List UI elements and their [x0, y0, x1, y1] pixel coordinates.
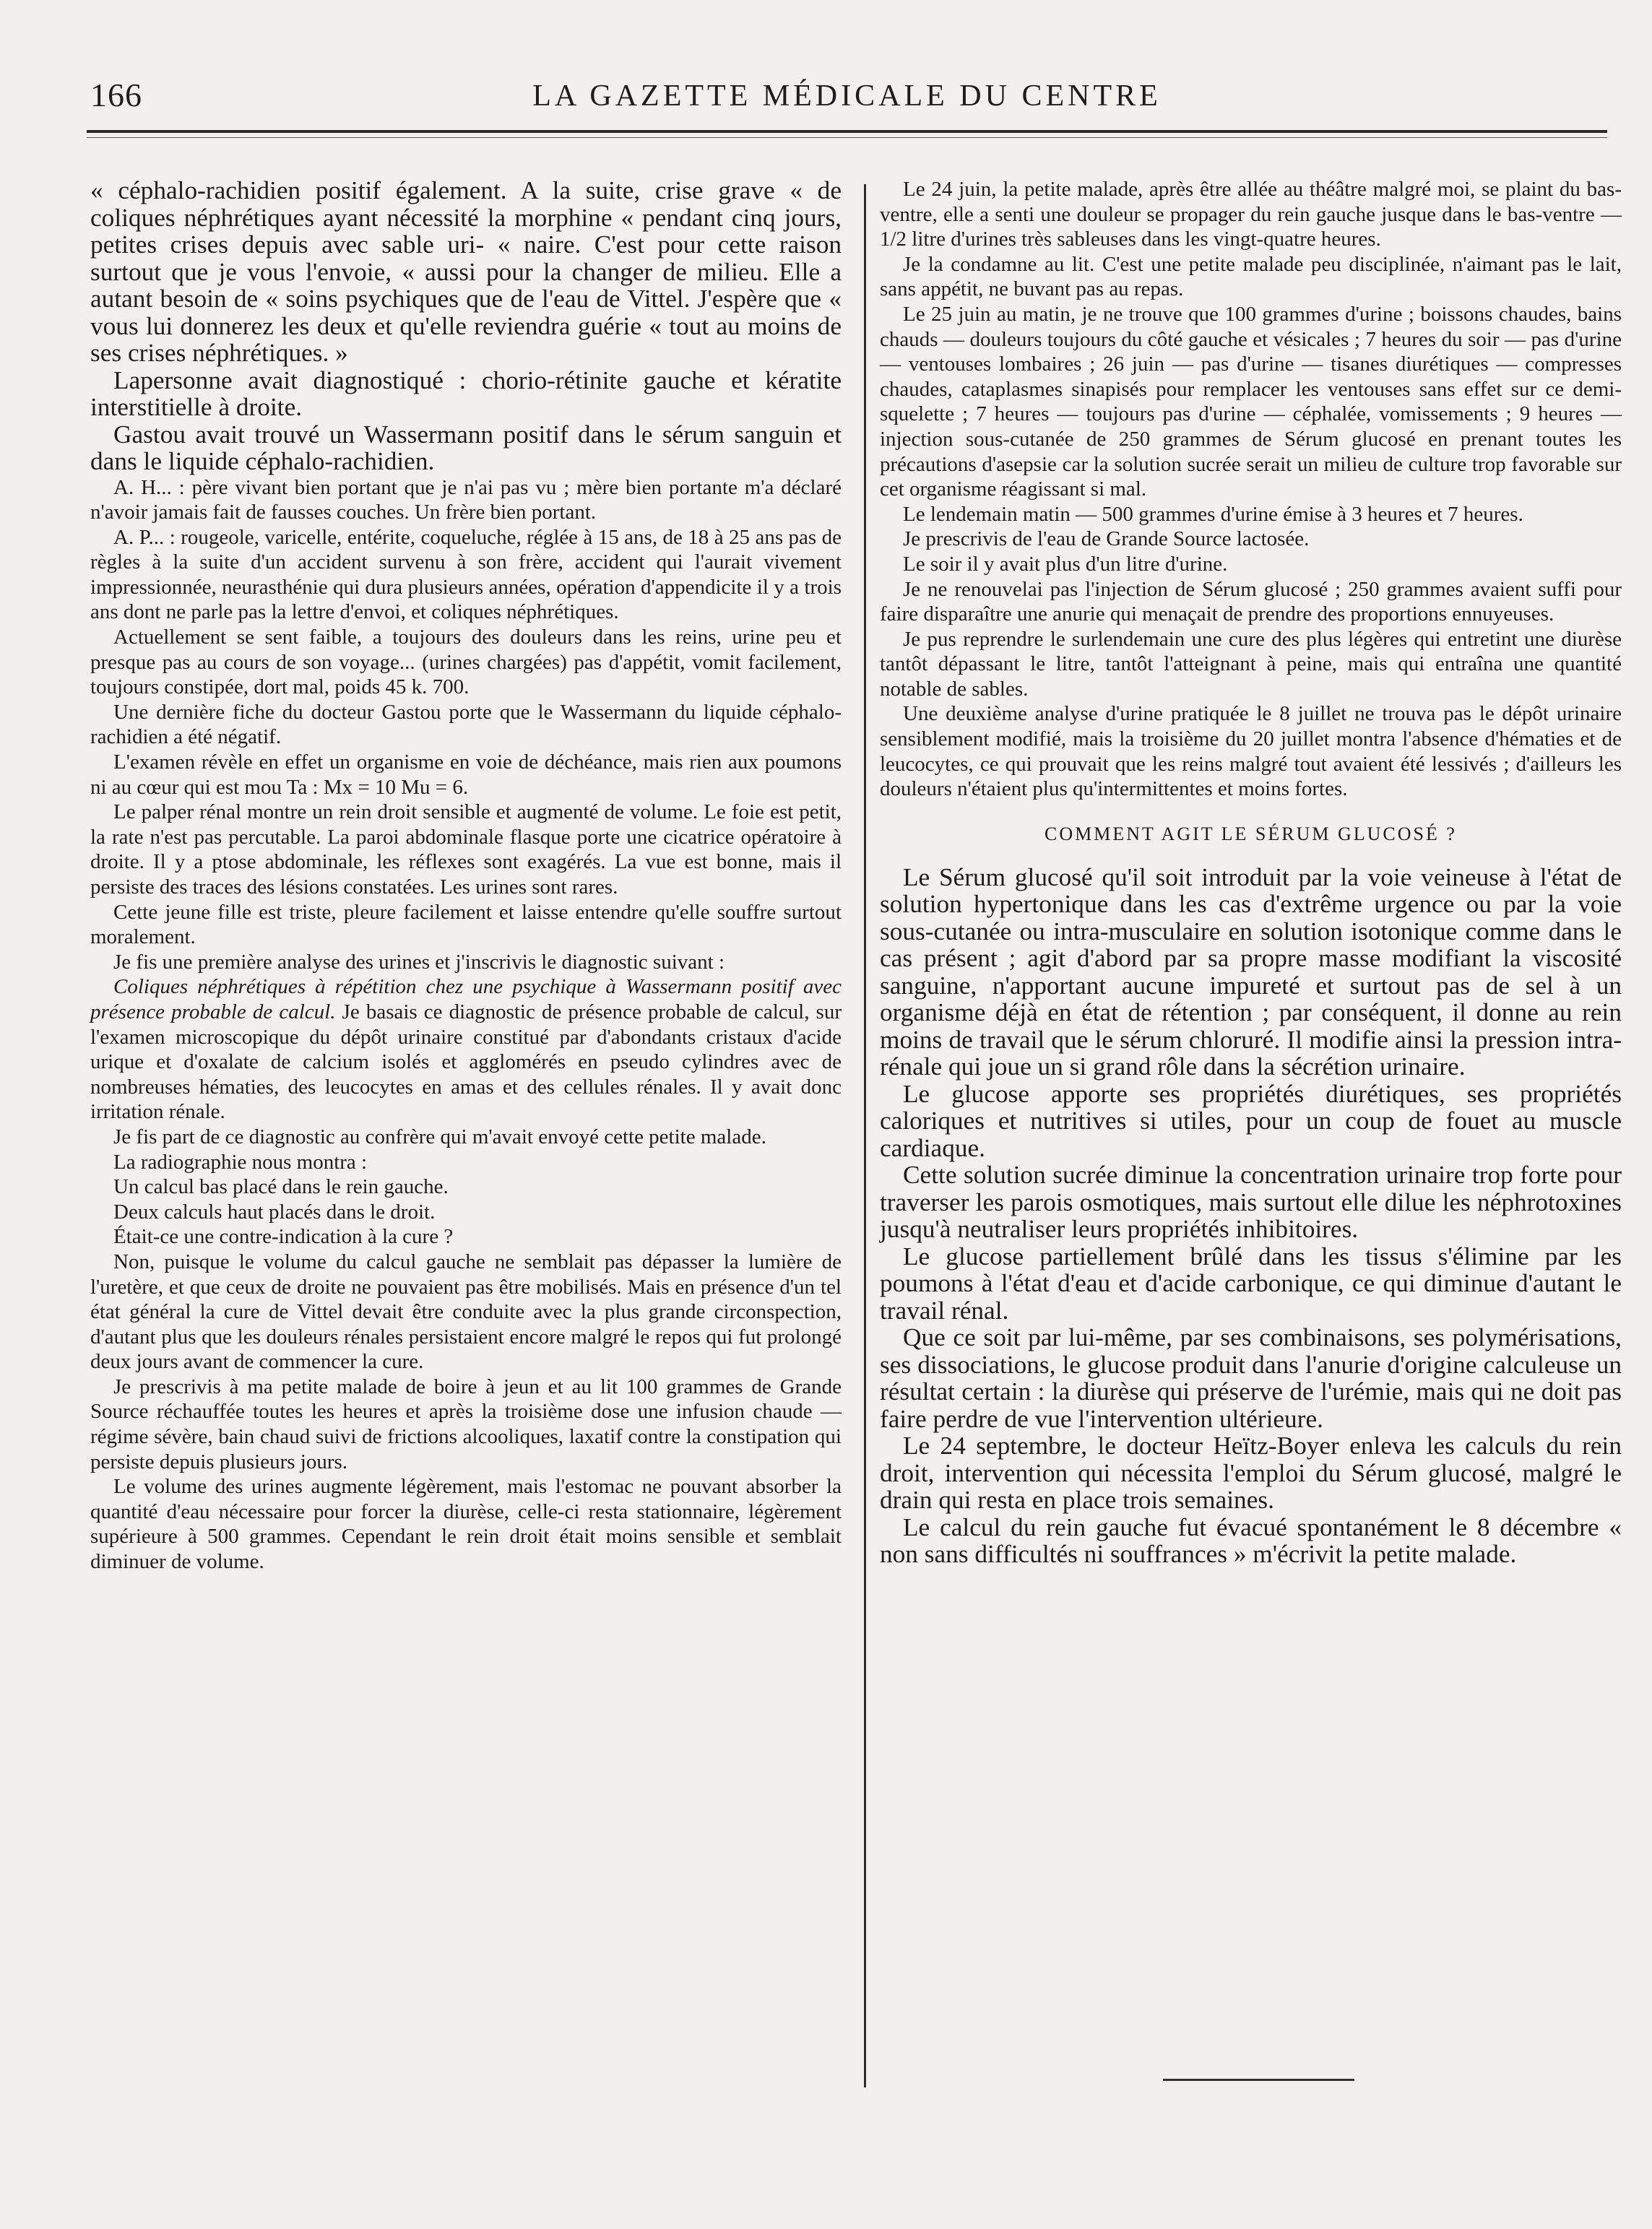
paragraph: Le soir il y avait plus d'un litre d'urine. — [903, 552, 1228, 576]
paragraph: Actuellement se sent faible, a toujours des douleurs dans les reins, urine peu et presque pas au cours de son voyage... (urines chargées) pas d'appétit, vomit facilement, toujours constipée, dort mal, poids 45 k. 700. — [90, 626, 842, 699]
left-column — [90, 177, 842, 1575]
column-divider — [864, 184, 866, 2087]
paragraph: Le lendemain matin — 500 grammes d'urine émise à 3 heures et 7 heures. — [903, 502, 1523, 526]
header-rule-thin — [87, 137, 1607, 138]
section-heading: COMMENT AGIT LE SÉRUM GLUCOSÉ ? — [1045, 823, 1457, 844]
paragraph: A. H... : père vivant bien portant que je n'ai pas vu ; mère bien portante m'a déclaré n'avoir jamais fait de fausses couches. Un frère bien portant. — [90, 475, 842, 524]
paragraph: La radiographie nous montra : — [113, 1150, 368, 1174]
paragraph: Le calcul du rein gauche fut évacué spontanément le 8 décembre « non sans difficultés ni souffrances » m'écrivit la petite malade. — [880, 1512, 1622, 1569]
paragraph: Une deuxième analyse d'urine pratiquée le 8 juillet ne trouva pas le dépôt urinaire sensiblement modifié, mais la troisième du 20 juillet montra l'absence d'hématies et de leucocytes, ce qui prouvait que les reins malgré tout avaient été lessivés ; d'ailleurs les douleurs n'étaient plus qu'intermittentes et moins fortes. — [880, 702, 1622, 801]
paragraph: Lapersonne avait diagnostiqué : chorio-rétinite gauche et kératite interstitielle à droite. — [90, 365, 842, 421]
paragraph: Je prescrivis à ma petite malade de boire à jeun et au lit 100 grammes de Grande Source réchauffée toutes les heures et après la troisième dose une infusion chaude — régime sévère, bain chaud suivi de frictions alcooliques, laxatif contre la constipation qui persiste depuis plusieurs jours. — [90, 1375, 842, 1473]
paragraph: Était-ce une contre-indication à la cure ? — [113, 1225, 454, 1249]
paragraph: Que ce soit par lui-même, par ses combinaisons, ses polymérisations, ses dissociations, le glucose produit dans l'anurie d'origine calculeuse un résultat certain : la diurèse qui préserve de l'urémie, mais qui ne doit pas faire perdre de vue l'intervention ultérieure. — [880, 1323, 1622, 1433]
paragraph: Le 24 juin, la petite malade, après être allée au théâtre malgré moi, se plaint du bas-ventre, elle a senti une douleur se propager du rein gauche jusque dans le bas-ventre — 1/2 litre d'urines très sableuses dans les vingt-quatre heures. — [880, 178, 1622, 251]
paragraph: Je la condamne au lit. C'est une petite malade peu disciplinée, n'aimant pas le lait, sans appétit, ne buvant pas au repas. — [880, 252, 1622, 301]
paragraph: Le 25 juin au matin, je ne trouve que 100 grammes d'urine ; boissons chaudes, bains chauds — douleurs toujours du côté gauche et vésicales ; 7 heures du soir — pas d'urine — ventouses lombaires ; 26 juin — pas d'urine — tisanes diurétiques — compresses chaudes, cataplasmes sinapisés pour remplacer les ventouses sans effet sur ce demi-squelette ; 7 heures — toujours pas d'urine — céphalée, vomissements ; 9 heures — injection sous-cutanée de 250 grammes de Sérum glucosé en prenant toutes les précautions d'asepsie car la solution sucrée serait un milieu de culture trop favorable sur cet organisme réagissant si mal. — [880, 302, 1622, 501]
header-rule — [87, 130, 1607, 133]
paragraph: Le glucose apporte ses propriétés diurétiques, ses propriétés caloriques et nutritives si utiles, pour un coup de fouet au muscle cardiaque. — [880, 1079, 1622, 1162]
paragraph: Je prescrivis de l'eau de Grande Source lactosée. — [903, 527, 1310, 551]
paragraph: Je fis une première analyse des urines et j'inscrivis le diagnostic suivant : — [113, 950, 725, 974]
paragraph: Deux calculs haut placés dans le droit. — [113, 1200, 436, 1224]
end-rule — [1163, 2079, 1354, 2081]
paragraph: Je pus reprendre le surlendemain une cure des plus légères qui entretint une diurèse tantôt dépassant le litre, tantôt l'atteignant à peine, mais qui entraîna une quantité notable de sables. — [880, 627, 1622, 701]
right-column — [880, 177, 1622, 1568]
page-header — [90, 76, 1604, 126]
paragraph: Le Sérum glucosé qu'il soit introduit par la voie veineuse à l'état de solution hypertonique dans les cas d'extrême urgence ou par la voie sous-cutanée ou intra-musculaire en solution isotonique comme dans le cas présent ; agit d'abord par sa propre masse modifiant la viscosité sanguine, n'apportant aucune impureté et surtout pas de sel à un organisme déjà en état de rétention ; par conséquent, il donne au rein moins de travail que le sérum chloruré. Il modifie ainsi la pression intra-rénale qui joue un si grand rôle dans la sécrétion urinaire. — [880, 862, 1622, 1081]
paragraph: Une dernière fiche du docteur Gastou porte que le Wassermann du liquide céphalo-rachidien a été négatif. — [90, 700, 842, 749]
paragraph: Le glucose partiellement brûlé dans les tissus s'élimine par les poumons à l'état d'eau et d'acide carbonique, ce qui diminue d'autant le travail rénal. — [880, 1242, 1622, 1325]
page-number: 166 — [90, 77, 142, 113]
paragraph: Je fis part de ce diagnostic au confrère qui m'avait envoyé cette petite malade. — [113, 1125, 766, 1148]
paragraph: Gastou avait trouvé un Wassermann positif dans le sérum sanguin et dans le liquide céphalo-rachidien. — [90, 420, 842, 475]
paragraph-text: Je basais ce diagnostic de présence probable de calcul, sur l'examen microscopique du dépôt urinaire constitué par d'abondants cristaux d'acide urique et d'oxalate de calcium isolés et agglomérés en pseudo cylindres avec de nombreuses hématies, des leucocytes en amas et des cellules rénales. Il y avait donc irritation rénale. — [90, 1000, 842, 1124]
paragraph: Cette jeune fille est triste, pleure facilement et laisse entendre qu'elle souffre surtout moralement. — [90, 900, 842, 949]
paragraph: Non, puisque le volume du calcul gauche ne semblait pas dépasser la lumière de l'uretère, et que ceux de droite ne pouvaient pas être mobilisés. Mais en présence d'un tel état général la cure de Vittel devait être conduite avec la plus grande circonspection, d'autant plus que les douleurs rénales persistaient encore malgré le repos qui fut prolongé deux jours avant de commencer la cure. — [90, 1250, 842, 1374]
paragraph: L'examen révèle en effet un organisme en voie de déchéance, mais rien aux poumons ni au cœur qui est mou Ta : Mx = 10 Mu = 6. — [90, 750, 842, 799]
paragraph: Le 24 septembre, le docteur Heïtz-Boyer enleva les calculs du rein droit, intervention qui nécessita l'emploi du Sérum glucosé, malgré le drain qui resta en place trois semaines. — [880, 1432, 1622, 1515]
paragraph: Un calcul bas placé dans le rein gauche. — [113, 1175, 449, 1199]
paragraph: A. P... : rougeole, varicelle, entérite, coqueluche, réglée à 15 ans, de 18 à 25 ans pas de règles à la suite d'un accident survenu à son frère, accident qui l'aurait vivement impressionnée, neurasthénie qui dura plusieurs années, opération d'appendicite il y a trois ans dont ne parle pas la lettre d'envoi, et coliques néphrétiques. — [90, 525, 842, 624]
paragraph: Le volume des urines augmente légèrement, mais l'estomac ne pouvant absorber la quantité d'eau nécessaire pour forcer la diurèse, celle-ci resta stationnaire, légèrement supérieure à 500 grammes. Cependant le rein droit était moins sensible et semblait diminuer de volume. — [90, 1475, 842, 1574]
journal-title: LA GAZETTE MÉDICALE DU CENTRE — [532, 79, 1162, 113]
paragraph — [90, 974, 842, 1125]
italic-diagnosis: Coliques néphrétiques à répétition chez une psychique à Wassermann positif avec présence probable de calcul. — [90, 975, 842, 1023]
paragraph: Cette solution sucrée diminue la concentration urinaire trop forte pour traverser les parois osmotiques, mais surtout elle dilue les néphrotoxines jusqu'à neutraliser leurs propriétés inhibitoires. — [880, 1161, 1622, 1244]
paragraph: « céphalo-rachidien positif également. A la suite, crise grave « de coliques néphrétiques ayant nécessité la morphine « pendant cinq jours, petites crises depuis avec sable uri- « naire. C'est pour cette raison surtout que je vous l'envoie, « aussi pour la changer de milieu. Elle a autant besoin de « soins psychiques que de l'eau de Vittel. J'espère que « vous lui donnerez les deux et qu'elle reviendra guérie « tout au moins de ses crises néphrétiques. » — [90, 176, 842, 367]
paragraph: Je ne renouvelai pas l'injection de Sérum glucosé ; 250 grammes avaient suffi pour faire disparaître une anurie qui menaçait de prendre des proportions ennuyeuses. — [880, 577, 1622, 626]
paragraph: Le palper rénal montre un rein droit sensible et augmenté de volume. Le foie est petit, la rate n'est pas percutable. La paroi abdominale flasque porte une cicatrice opératoire à droite. Il y a ptose abdominale, les réflexes sont exagérés. La vue est bonne, mais il persiste des traces des lésions constatées. Les urines sont rares. — [90, 800, 842, 899]
